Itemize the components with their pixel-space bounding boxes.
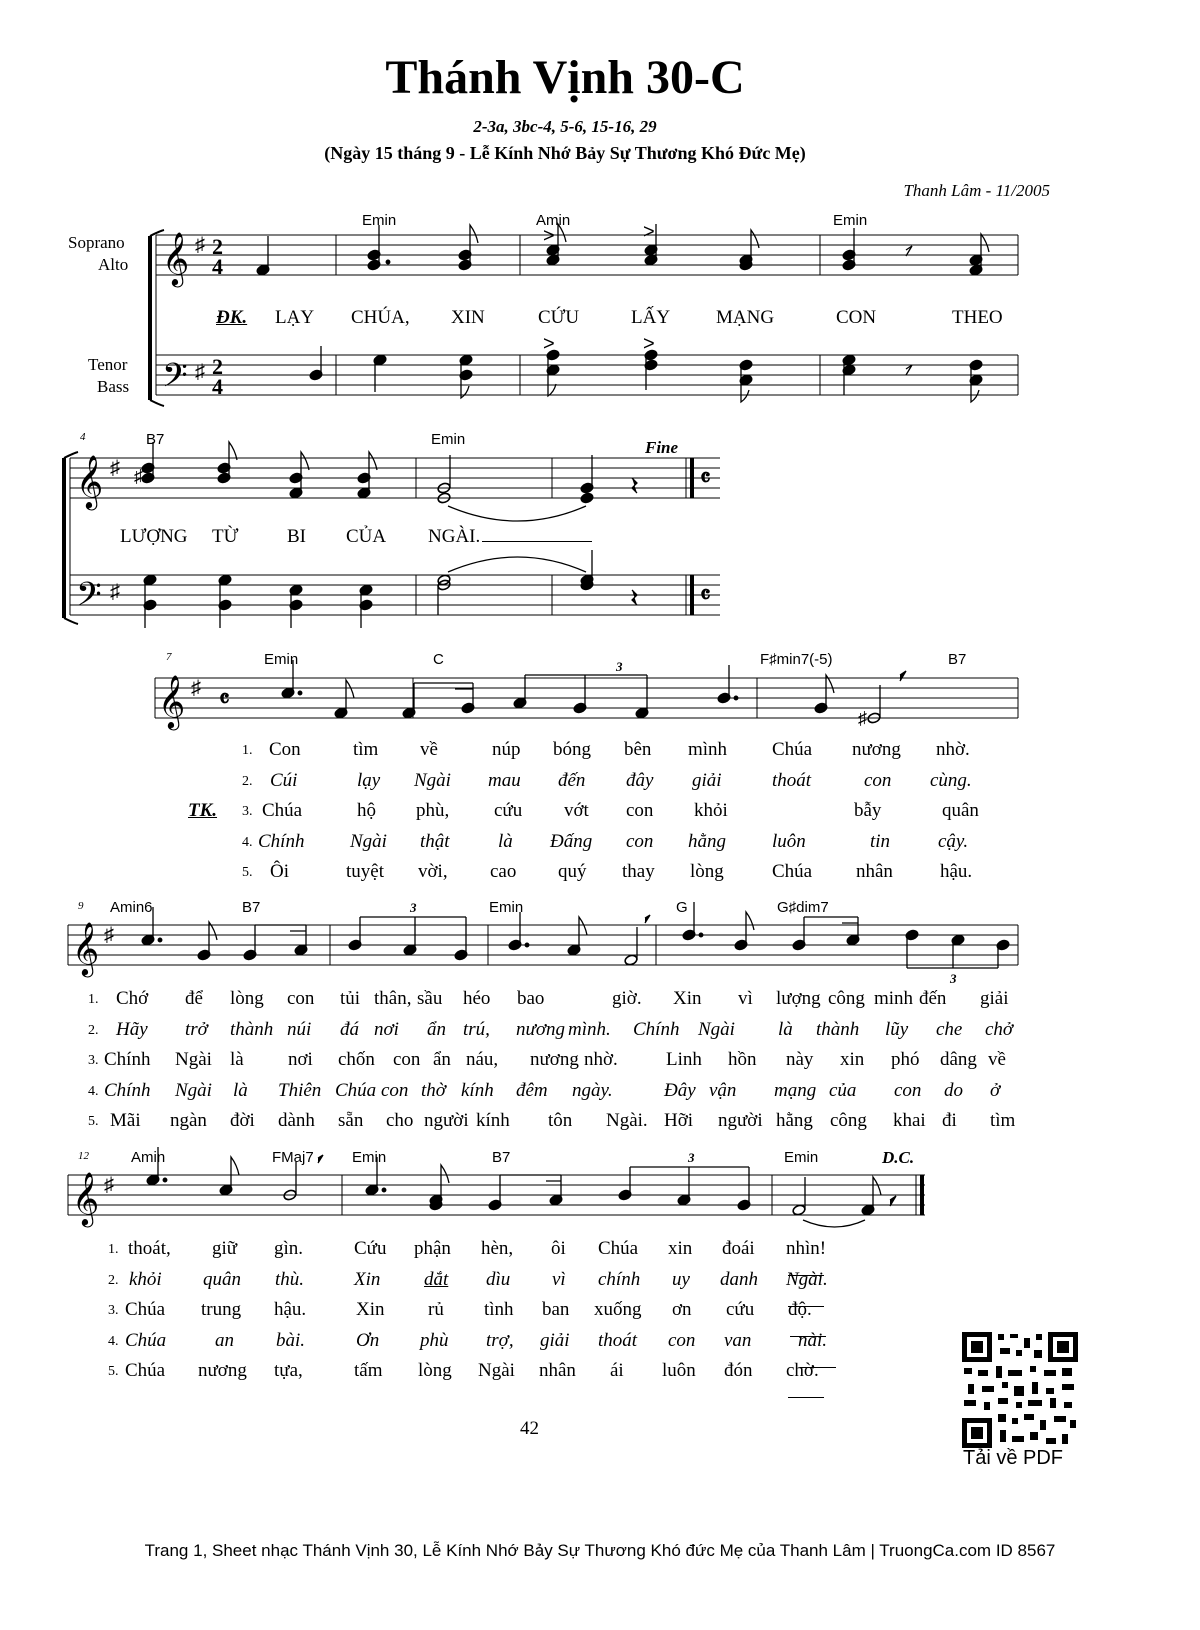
voice-label-tenor: Tenor [88,355,128,374]
sharp-icon: ♯ [104,1174,114,1196]
treble-clef-icon: 𝄞 [76,454,104,508]
chord-symbol: B7 [146,431,165,448]
voice-label-soprano: Soprano [68,233,125,252]
svg-text:>: > [543,333,555,355]
measure-number: 7 [166,651,172,663]
sharp-icon: ♯ [195,234,205,256]
lyric-word: CON [836,307,877,328]
chord-symbol: Amin [536,212,571,229]
chord-symbol: B7 [492,1149,511,1166]
measure-number: 9 [78,900,84,912]
bass-clef-icon: 𝄢 [76,576,102,622]
svg-text:3: 3 [688,1150,695,1165]
sharp-icon: ♯ [110,457,120,479]
verse-block-3: 1. thoát, giữ gìn. Cứu phận hèn, ôi Chúa xin đoái nhìn! 2. khỏi quân thù. Xin dắt dìu vì chính uy danh Ngài. 3. Chúa trung hậu. Xin rủ tình ban xuống ơn cứu độ. 4. Chúa an bài. Ơn phù trợ, giải thoát con van nài. 5. Chúa nương tựa, tấm lòng Ngài nhân ái luôn đón chờ. [0,1238,1200,1388]
page-number: 42 [520,1418,539,1439]
staff-system-4 [68,925,1018,965]
chord-symbol: Emin [431,431,466,448]
occasion-subtitle: (Ngày 15 tháng 9 - Lễ Kính Nhớ Bảy Sự Thương Khó Đức Mẹ) [324,143,806,163]
treble-clef-icon: 𝄞 [158,674,186,728]
lyric-word: TỪ [212,526,239,547]
fine-marker: Fine [645,438,679,457]
treble-clef-icon: 𝄞 [72,1171,100,1225]
svg-text:𝄴: 𝄴 [219,687,230,713]
svg-text:>: > [643,333,655,355]
svg-text:𝄴: 𝄴 [700,466,711,492]
svg-text:2: 2 [212,354,223,379]
sharp-icon: ♯ [104,924,114,946]
svg-text:3: 3 [410,900,417,915]
lyric-word: XIN [451,307,485,328]
svg-text:♯: ♯ [134,466,143,486]
chord-symbol: Emin [833,212,868,229]
svg-text:3: 3 [950,971,957,986]
sharp-icon: ♯ [110,581,120,603]
lyric-word: CỦA [346,526,387,547]
svg-text:𝄴: 𝄴 [700,583,711,609]
lyric-word: MẠNG [716,307,775,328]
verse-label: TK. [188,800,218,821]
composer-credit: Thanh Lâm - 11/2005 [903,181,1050,200]
refrain-label: ĐK. [216,307,248,328]
voice-label-bass: Bass [97,377,130,396]
chord-symbol: FMaj7 [272,1149,314,1166]
svg-text:♯: ♯ [858,708,867,728]
treble-clef-icon: 𝄞 [162,231,190,285]
chord-symbol: Amin [131,1149,166,1166]
sharp-icon: ♯ [195,361,205,383]
sharp-icon: ♯ [191,677,201,699]
chord-symbol: Emin [352,1149,387,1166]
chord-symbol: B7 [242,899,261,916]
treble-clef-icon: 𝄞 [72,921,100,975]
lyric-word: LƯỢNG [120,526,188,547]
chord-symbol: G [676,899,688,916]
svg-text:3: 3 [616,659,623,674]
chord-symbol: Amin6 [110,899,153,916]
svg-text:4: 4 [212,254,223,279]
download-pdf-link[interactable]: Tải về PDF [963,1447,1064,1469]
lyric-word: THEO [952,307,1003,328]
lyric-word: LẤY [631,307,671,328]
page-title: Thánh Vịnh 30-C [385,51,745,104]
staff-system-3 [155,678,1018,718]
voice-label-alto: Alto [98,255,129,274]
svg-text:4: 4 [212,374,223,399]
svg-text:>: > [543,225,555,247]
chord-symbol: Emin [264,651,299,668]
svg-text:>: > [643,221,655,243]
chord-symbol: B7 [948,651,967,668]
lyric-word: CỨU [538,307,580,328]
footer-caption: Trang 1, Sheet nhạc Thánh Vịnh 30, Lễ Kính Nhớ Bảy Sự Thương Khó đức Mẹ của Thanh Lâm | TruongCa.com ID 8567 [144,1541,1056,1560]
verse-block-2: 1. Chớ để lòng con tủi thân, sầu héo bao giờ. Xin vì lượng công minh đến giải 2. Hãy trở thành núi đá nơi ẩn trú, nương mình. Chính Ngài là thành lũy che chở 3. Chính Ngài là nơi chốn con ẩn náu, nương nhờ. Linh hồn này xin phó dâng về 4. Chính Ngài là Thiên Chúa con thờ kính đêm ngày. Đây vận mạng của con do ở 5. Mãi ngàn đời dành sẵn cho người kính tôn Ngài. Hỡi người hằng công khai đi tìm [88,988,1016,1131]
lyric-word: NGÀI. [428,526,592,548]
chord-symbol: Emin [489,899,524,916]
verse-block-1: 1. Con tìm về núp bóng bên mình Chúa nương nhờ. 2. Cúi lạy Ngài mau đến đây giải thoát con cùng. 3. Chúa hộ phù, cứu vớt con khỏi bẫy quân 4. Chính Ngài thật là Đấng con hằng luôn tin cậy. 5. Ôi tuyệt vời, cao quý thay lòng Chúa nhân hậu. [242,739,979,882]
measure-number: 12 [78,1150,89,1162]
chord-symbol: F♯min7(-5) [760,651,833,668]
svg-text:2: 2 [212,234,223,259]
measure-number: 4 [80,431,86,443]
lyric-word: LẠY [275,307,315,328]
lyric-word: BI [287,526,306,547]
verses-reference: 2-3a, 3bc-4, 5-6, 15-16, 29 [473,117,657,136]
chord-symbol: G♯dim7 [777,899,829,916]
chord-symbol: Emin [362,212,397,229]
dc-marker: D.C. [882,1148,915,1167]
chord-symbol: Emin [784,1149,819,1166]
bass-clef-icon: 𝄢 [162,357,188,403]
chord-symbol: C [433,651,444,668]
lyric-word: CHÚA, [351,307,410,328]
